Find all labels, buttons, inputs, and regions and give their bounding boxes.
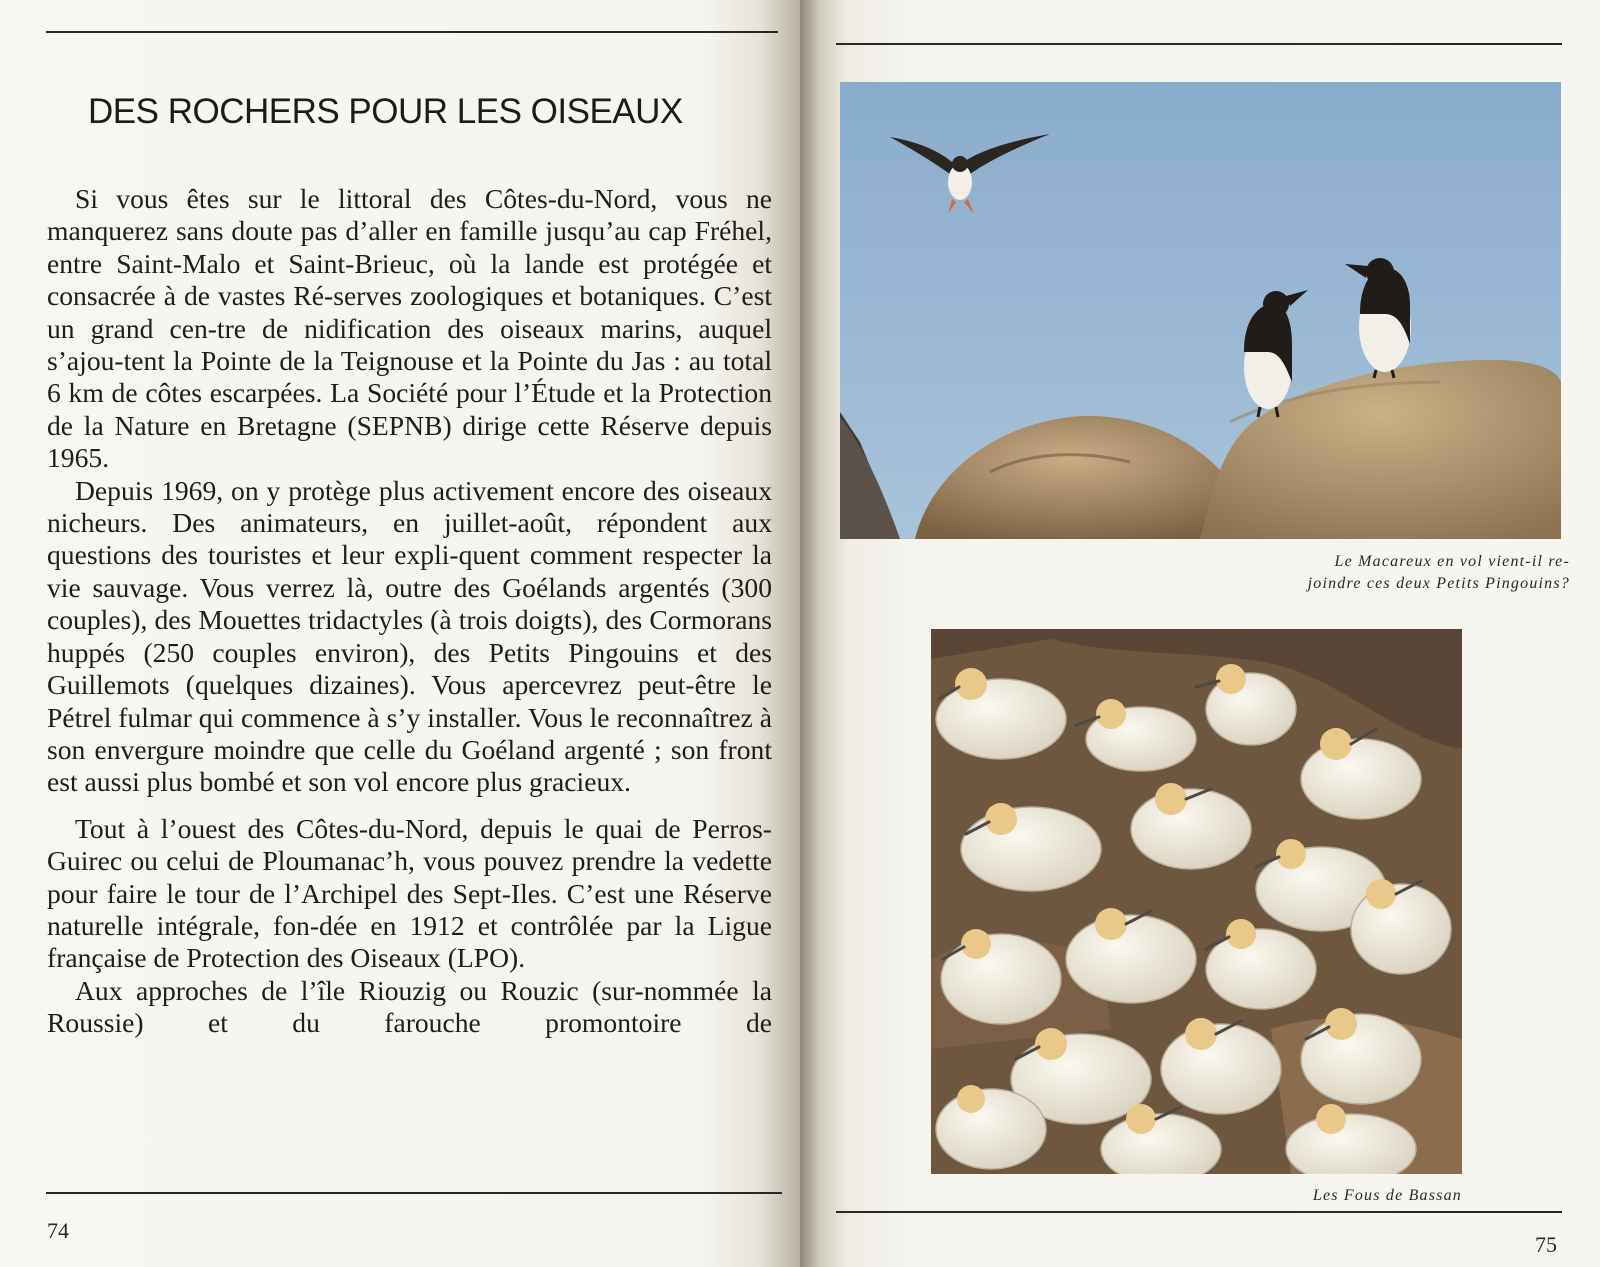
page-number-left: 74 bbox=[47, 1218, 69, 1243]
photo-puffin-razorbills-image bbox=[840, 82, 1561, 539]
right-page bbox=[800, 0, 1600, 1267]
caption-gannets: Les Fous de Bassan bbox=[1312, 1187, 1462, 1204]
top-rule-left bbox=[46, 31, 778, 33]
paragraph-4: Aux approches de l’île Riouzig ou Rouzic (sur-nommée la Roussie) et du farouche promontoire de bbox=[47, 974, 772, 1039]
photo-gannets-image bbox=[931, 629, 1462, 1174]
photo-gannets bbox=[931, 629, 1462, 1174]
page-title: DES ROCHERS POUR LES OISEAUX bbox=[88, 92, 683, 131]
photo-puffin-razorbills bbox=[840, 82, 1561, 539]
caption-puffin-line-1: Le Macareux en vol vient-il re- bbox=[1334, 553, 1570, 570]
top-rule-right bbox=[836, 43, 1562, 45]
paragraph-3: Tout à l’ouest des Côtes-du-Nord, depuis le quai de Perros-Guirec ou celui de Ploumanac’h, vous pouvez prendre la vedette pour faire le tour de l’Archipel des Sept-Iles. C’est une Réserve naturelle intégrale, fon-dée en 1912 et contrôlée par la Ligue française de Protection des Oiseaux (LPO). bbox=[47, 812, 772, 974]
bottom-rule-left bbox=[46, 1192, 782, 1194]
page-number-right: 75 bbox=[1535, 1232, 1557, 1257]
article-body bbox=[47, 183, 772, 1040]
caption-puffin-line-2: joindre ces deux Petits Pingouins? bbox=[1307, 575, 1570, 592]
caption-puffin bbox=[1100, 551, 1570, 595]
paragraph-2: Depuis 1969, on y protège plus activement encore des oiseaux nicheurs. Des animateurs, en juillet-août, répondent aux questions des touristes et leur expli-quent comment respecter la vie sauvage. Vous verrez là, outre des Goélands argentés (300 couples), des Mouettes tridactyles (à trois doigts), des Cormorans huppés (250 couples environ), des Petits Pingouins et des Guillemots (quelques dizaines). Vous apercevrez peut-être le Pétrel fulmar qui commence à s’y installer. Vous le reconnaîtrez à son envergure moindre que celle du Goéland argenté ; son front est aussi plus bombé et son vol encore plus gracieux. bbox=[47, 474, 772, 798]
bottom-rule-right bbox=[836, 1211, 1562, 1213]
paragraph-1: Si vous êtes sur le littoral des Côtes-du-Nord, vous ne manquerez sans doute pas d’aller en famille jusqu’au cap Fréhel, entre Saint-Malo et Saint-Brieuc, où la lande est protégée et consacrée à de vastes Ré-serves zoologiques et botaniques. C’est un grand cen-tre de nidification des oiseaux marins, auquel s’ajou-tent la Pointe de la Teignouse et la Pointe du Jas : au total 6 km de côtes escarpées. La Société pour l’Étude et la Protection de la Nature en Bretagne (SEPNB) dirige cette Réserve depuis 1965. bbox=[47, 183, 772, 474]
